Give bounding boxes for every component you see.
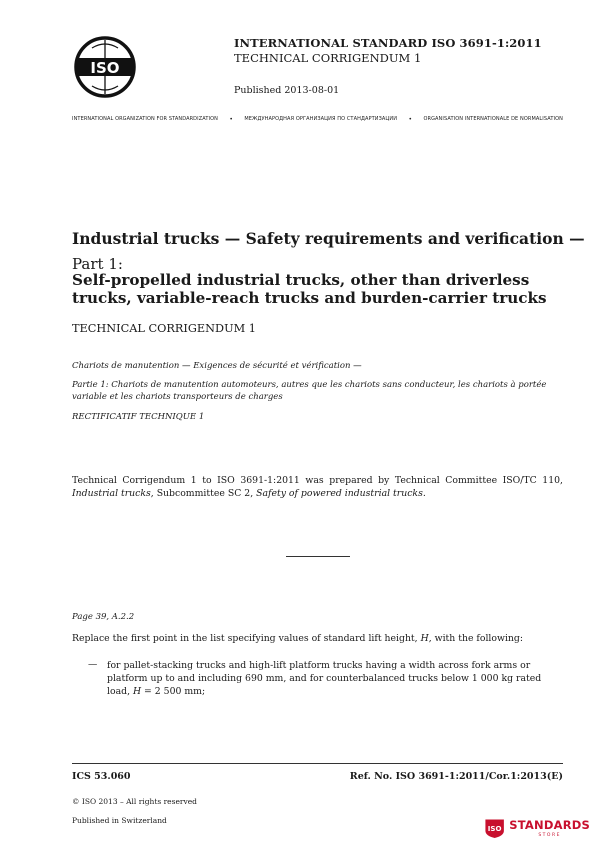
list-dash: — xyxy=(88,659,98,670)
list-item: for pallet-stacking trucks and high-lift platform trucks having a width across fork arms or platform up to and including 690 mm, and for counterbalanced trucks below 1 000 kg rated load, H = 2 500 mm; xyxy=(107,660,542,697)
intro-subcommittee-name: Safety of powered industrial trucks xyxy=(256,488,423,499)
french-corrigendum: RECTIFICATIF TECHNIQUE 1 xyxy=(72,412,205,422)
standard-title: INTERNATIONAL STANDARD ISO 3691-1:2011 xyxy=(234,36,542,50)
variable-h: H xyxy=(420,633,429,644)
org-name-en: INTERNATIONAL ORGANIZATION FOR STANDARDIZATION xyxy=(72,116,218,122)
document-main-title: Industrial trucks — Safety requirements and verification — xyxy=(72,229,585,248)
variable-h: H xyxy=(132,686,142,697)
svg-text:ISO: ISO xyxy=(487,823,502,833)
technical-corrigendum-heading: TECHNICAL CORRIGENDUM 1 xyxy=(72,322,256,335)
footer-divider xyxy=(72,763,563,764)
org-separator: • xyxy=(408,116,413,123)
store-label: STORE xyxy=(538,832,561,838)
page-reference: Page 39, A.2.2 xyxy=(72,612,135,622)
intro-text: Technical Corrigendum 1 to ISO 3691-1:2011 was prepared by Technical Committee ISO/TC 110, xyxy=(72,475,563,486)
ics-code: ICS 53.060 xyxy=(72,771,131,782)
reference-number: Ref. No. ISO 3691-1:2011/Cor.1:2013(E) xyxy=(349,771,563,782)
iso-logo xyxy=(74,36,136,98)
published-date: Published 2013-08-01 xyxy=(234,85,340,96)
published-location: Published in Switzerland xyxy=(72,816,167,825)
org-name-ru: МЕЖДУНАРОДНАЯ ОРГАНИЗАЦИЯ ПО СТАНДАРТИЗАЦИИ xyxy=(244,116,398,122)
section-divider xyxy=(286,556,350,557)
store-badge-icon xyxy=(484,813,505,843)
french-title: Chariots de manutention — Exigences de sécurité et vérification — xyxy=(72,361,362,371)
iso-logo-text: ISO xyxy=(90,59,120,77)
french-part-title: Partie 1: Chariots de manutention automoteurs, autres que les chariots sans conducteur, les chariots à portée variable et les chariots transporteurs de charges xyxy=(72,380,547,402)
intro-text: . xyxy=(422,488,426,499)
part-label: Part 1: xyxy=(72,255,123,273)
intro-paragraph xyxy=(72,474,563,500)
document-part-title: Self-propelled industrial trucks, other than driverless trucks, variable-reach trucks and burden-carrier trucks xyxy=(72,271,547,307)
intro-text: , Subcommittee SC 2, xyxy=(150,488,257,499)
corrigendum-label: TECHNICAL CORRIGENDUM 1 xyxy=(234,51,422,65)
replace-instruction: Replace the first point in the list specifying values of standard lift height, H, with the following: xyxy=(72,633,523,644)
intro-committee-name: Industrial trucks xyxy=(72,488,151,499)
org-separator: • xyxy=(229,116,233,123)
organization-names xyxy=(72,116,563,123)
copyright-notice: © ISO 2013 – All rights reserved xyxy=(72,797,197,806)
org-name-fr: ORGANISATION INTERNATIONALE DE NORMALISATION xyxy=(423,116,563,122)
store-name: STANDARDS xyxy=(509,817,590,832)
iso-standards-store-logo xyxy=(484,813,590,843)
